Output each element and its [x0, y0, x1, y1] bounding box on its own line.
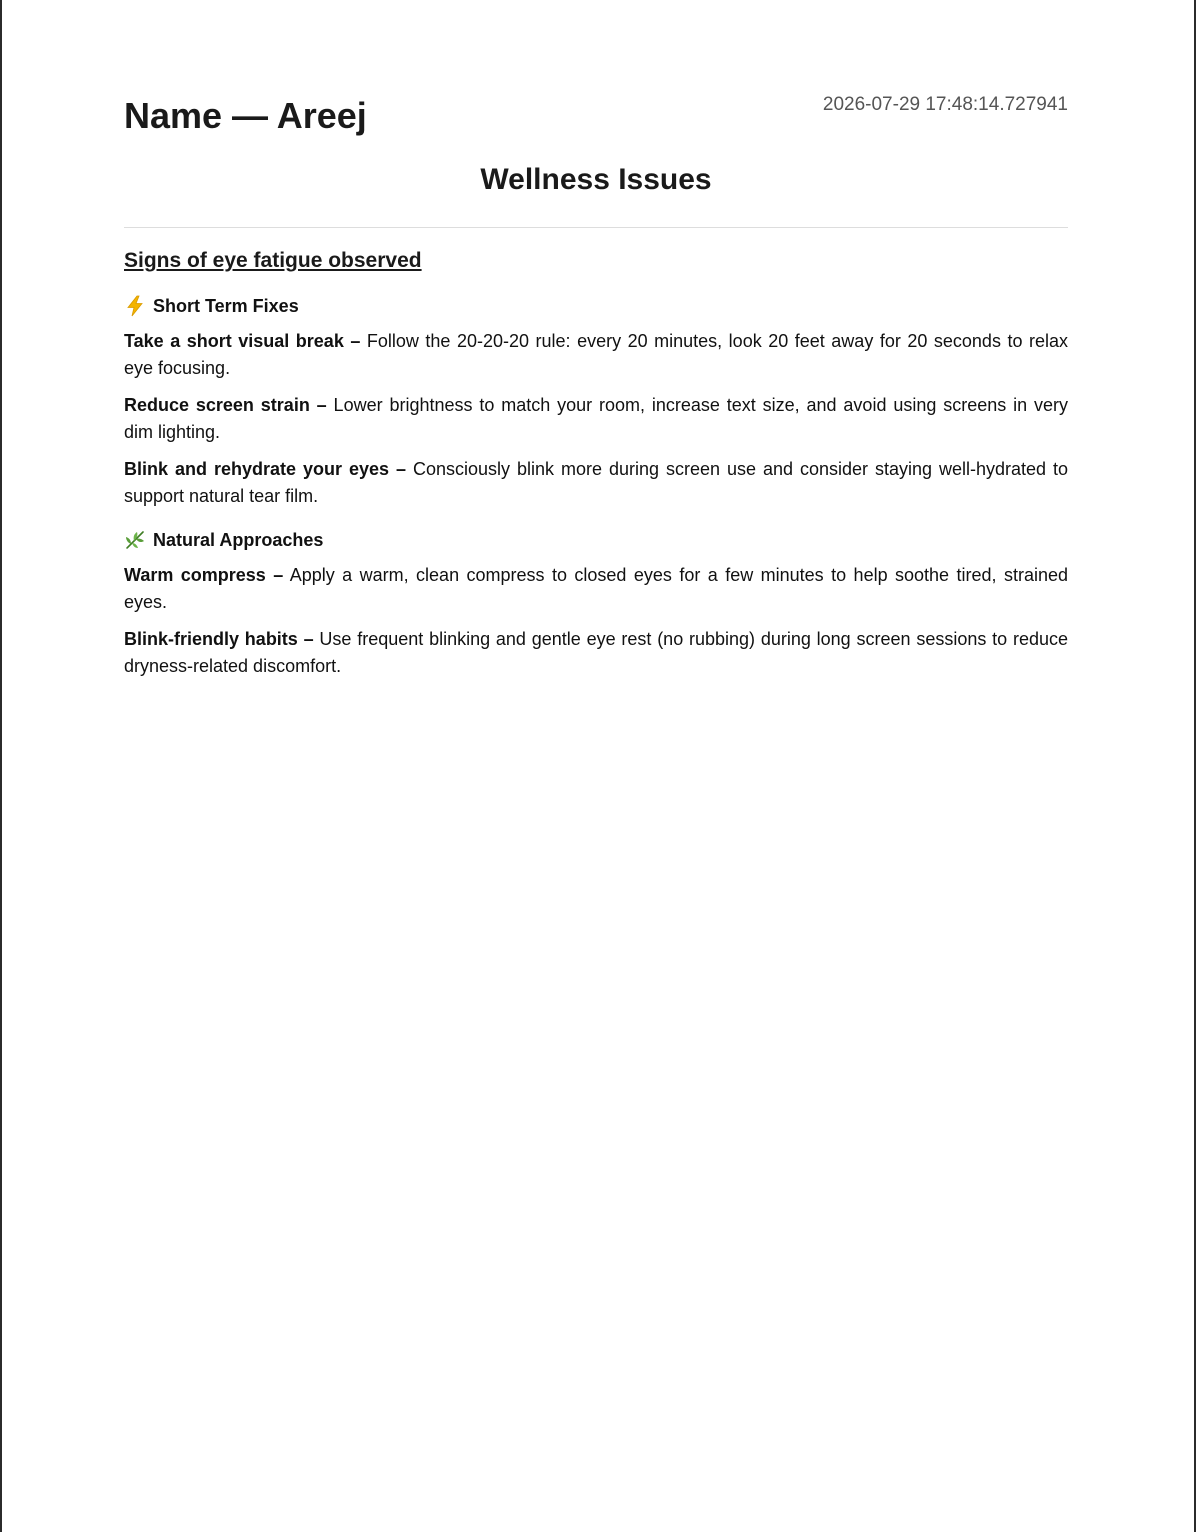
- section-natural-approaches: [124, 528, 1068, 680]
- document-header: [124, 0, 1068, 150]
- tip-item: [124, 456, 1068, 510]
- divider: [124, 227, 1068, 228]
- section-heading: [124, 528, 1068, 552]
- issue-body: [124, 246, 1068, 690]
- document-title: Wellness Issues: [480, 163, 712, 196]
- section-heading-label: Natural Approaches: [153, 530, 324, 550]
- tip-item: [124, 562, 1068, 616]
- name-title: Name — Areej: [124, 95, 367, 136]
- tip-title: Warm compress –: [124, 565, 284, 585]
- issue-heading: Signs of eye fatigue observed: [124, 249, 422, 272]
- tip-item: [124, 328, 1068, 382]
- tip-title: Reduce screen strain –: [124, 395, 327, 415]
- tip-text: Apply a warm, clean compress to closed eyes for a few minutes to help soothe tired, strained eyes.: [124, 565, 1068, 612]
- tip-text: Consciously blink more during screen use and consider staying well-hydrated to support natural tear film.: [124, 459, 1069, 506]
- section-heading-label: Short Term Fixes: [153, 296, 299, 316]
- tip-title: Blink and rehydrate your eyes –: [124, 459, 406, 479]
- tip-item: [124, 392, 1068, 446]
- tip-text: Use frequent blinking and gentle eye rest (no rubbing) during long screen sessions to reduce dryness-related discomfort.: [124, 629, 1068, 676]
- tip-text: Lower brightness to match your room, increase text size, and avoid using screens in very dim lighting.: [124, 395, 1068, 442]
- tip-item: [124, 626, 1068, 680]
- tip-title: Blink-friendly habits –: [124, 629, 314, 649]
- tip-title: Take a short visual break –: [124, 331, 361, 351]
- timestamp: 2026-07-29 17:48:14.727941: [822, 94, 1068, 115]
- tip-text: Follow the 20-20-20 rule: every 20 minutes, look 20 feet away for 20 seconds to relax eye focusing.: [124, 331, 1069, 378]
- section-short-term-fixes: [124, 294, 1068, 510]
- lightning-icon: [124, 295, 146, 317]
- section-heading: [124, 294, 1068, 318]
- herb-leaf-icon: [124, 529, 146, 551]
- document-content: [124, 0, 1069, 676]
